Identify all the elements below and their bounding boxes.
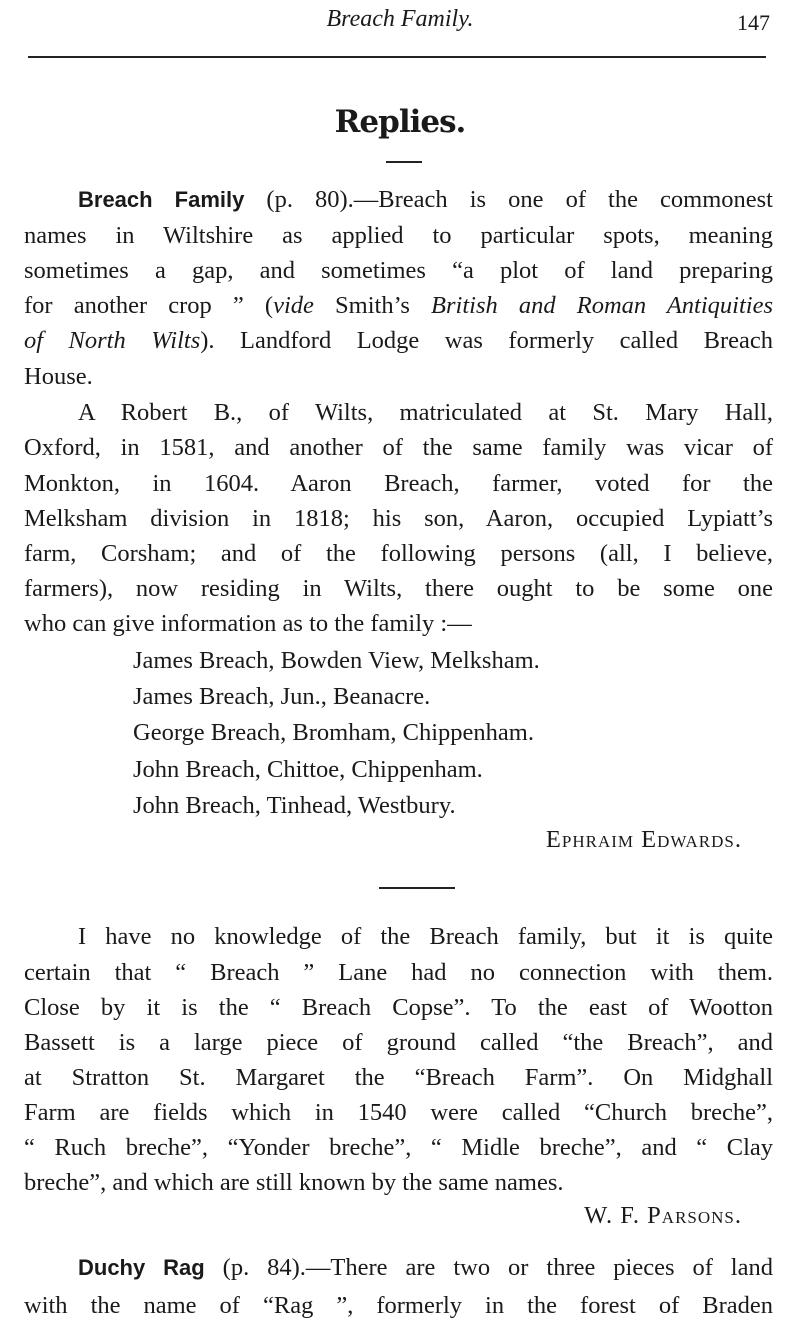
text-segment: Oxford, in 1581, and another of the same family was vicar of <box>24 434 773 461</box>
text-line <box>24 221 773 251</box>
text-line <box>24 1133 773 1163</box>
text-segment: names in Wiltshire as applied to particular spots, meaning <box>24 222 773 249</box>
header-rule <box>28 56 766 58</box>
text-segment: W. F. Parsons. <box>584 1202 742 1229</box>
text-segment: ). Landford Lodge was formerly called Breach <box>200 327 773 354</box>
text-line <box>24 362 773 392</box>
text-line <box>24 539 773 569</box>
list-item <box>133 791 456 821</box>
text-line <box>24 185 773 215</box>
text-segment: Smith’s <box>313 292 432 319</box>
text-segment: (p. 84).—There are two or three pieces of land <box>204 1254 773 1281</box>
text-segment: with the name of “Rag ”, formerly in the forest of Braden <box>24 1292 773 1319</box>
text-segment: certain that “ Breach ” Lane had no connection with them. <box>24 959 773 986</box>
signature <box>584 1201 742 1231</box>
text-segment: breche”, and which are still known by the same names. <box>24 1169 564 1196</box>
text-segment: who can give information as to the family :— <box>24 610 472 637</box>
text-line <box>24 922 773 952</box>
text-segment: James Breach, Bowden View, Melksham. <box>133 647 540 674</box>
text-line <box>24 1028 773 1058</box>
list-item <box>133 682 430 712</box>
text-line <box>24 1098 773 1128</box>
text-segment: James Breach, Jun., Beanacre. <box>133 683 431 710</box>
reply-divider <box>379 887 455 889</box>
text-line <box>24 993 773 1023</box>
text-segment: at Stratton St. Margaret the “Breach Farm”. On Midghall <box>24 1064 773 1091</box>
text-segment: “ Ruch breche”, “Yonder breche”, “ Midle breche”, and “ Clay <box>24 1134 773 1161</box>
text-segment: John Breach, Tinhead, Westbury. <box>133 792 456 819</box>
italic-text: British and Roman Antiquities <box>431 292 773 319</box>
signature <box>546 825 742 855</box>
text-segment: I have no knowledge of the Breach family, but it is quite <box>78 923 773 950</box>
list-item <box>133 755 483 785</box>
text-segment: sometimes a gap, and sometimes “a plot of land preparing <box>24 257 773 284</box>
text-segment: Farm are fields which in 1540 were called “Church breche”, <box>24 1099 773 1126</box>
text-line <box>24 958 773 988</box>
text-segment: Monkton, in 1604. Aaron Breach, farmer, voted for the <box>24 470 773 497</box>
text-segment: John Breach, Chittoe, Chippenham. <box>133 756 483 783</box>
running-title: Breach Family. <box>326 6 474 32</box>
text-segment: farm, Corsham; and of the following persons (all, I believe, <box>24 540 773 567</box>
list-item <box>133 718 534 748</box>
text-line <box>24 1291 773 1321</box>
text-segment: Melksham division in 1818; his son, Aaron, occupied Lypiatt’s <box>24 505 773 532</box>
text-line <box>24 398 773 428</box>
text-segment: (p. 80).—Breach is one of the commonest <box>244 186 773 213</box>
text-line <box>24 574 773 604</box>
entry-heading: Duchy Rag <box>78 1255 205 1280</box>
text-segment: House. <box>24 363 93 390</box>
text-segment: Bassett is a large piece of ground called “the Breach”, and <box>24 1029 773 1056</box>
italic-text: of North Wilts <box>24 327 201 354</box>
italic-text: vide <box>273 292 314 319</box>
text-line <box>24 256 773 286</box>
text-segment: for another crop ” ( <box>24 292 274 319</box>
section-divider <box>386 161 422 163</box>
page-number: 147 <box>737 10 770 35</box>
text-line <box>24 326 773 356</box>
text-line <box>24 1168 773 1198</box>
text-segment: A Robert B., of Wilts, matriculated at St. Mary Hall, <box>78 399 773 426</box>
text-line <box>24 433 773 463</box>
text-line <box>24 1063 773 1093</box>
list-item <box>133 646 540 676</box>
section-title: Replies. <box>334 104 466 140</box>
text-segment: farmers), now residing in Wilts, there ought to be some one <box>24 575 773 602</box>
text-segment: Ephraim Edwards. <box>545 826 742 853</box>
entry-heading: Breach Family <box>78 187 245 212</box>
text-segment: George Breach, Bromham, Chippenham. <box>133 719 534 746</box>
text-line <box>24 609 773 639</box>
text-line <box>24 1253 773 1283</box>
text-line <box>24 504 773 534</box>
text-line <box>24 469 773 499</box>
text-segment: Close by it is the “ Breach Copse”. To the east of Wootton <box>24 994 773 1021</box>
text-line <box>24 291 773 321</box>
